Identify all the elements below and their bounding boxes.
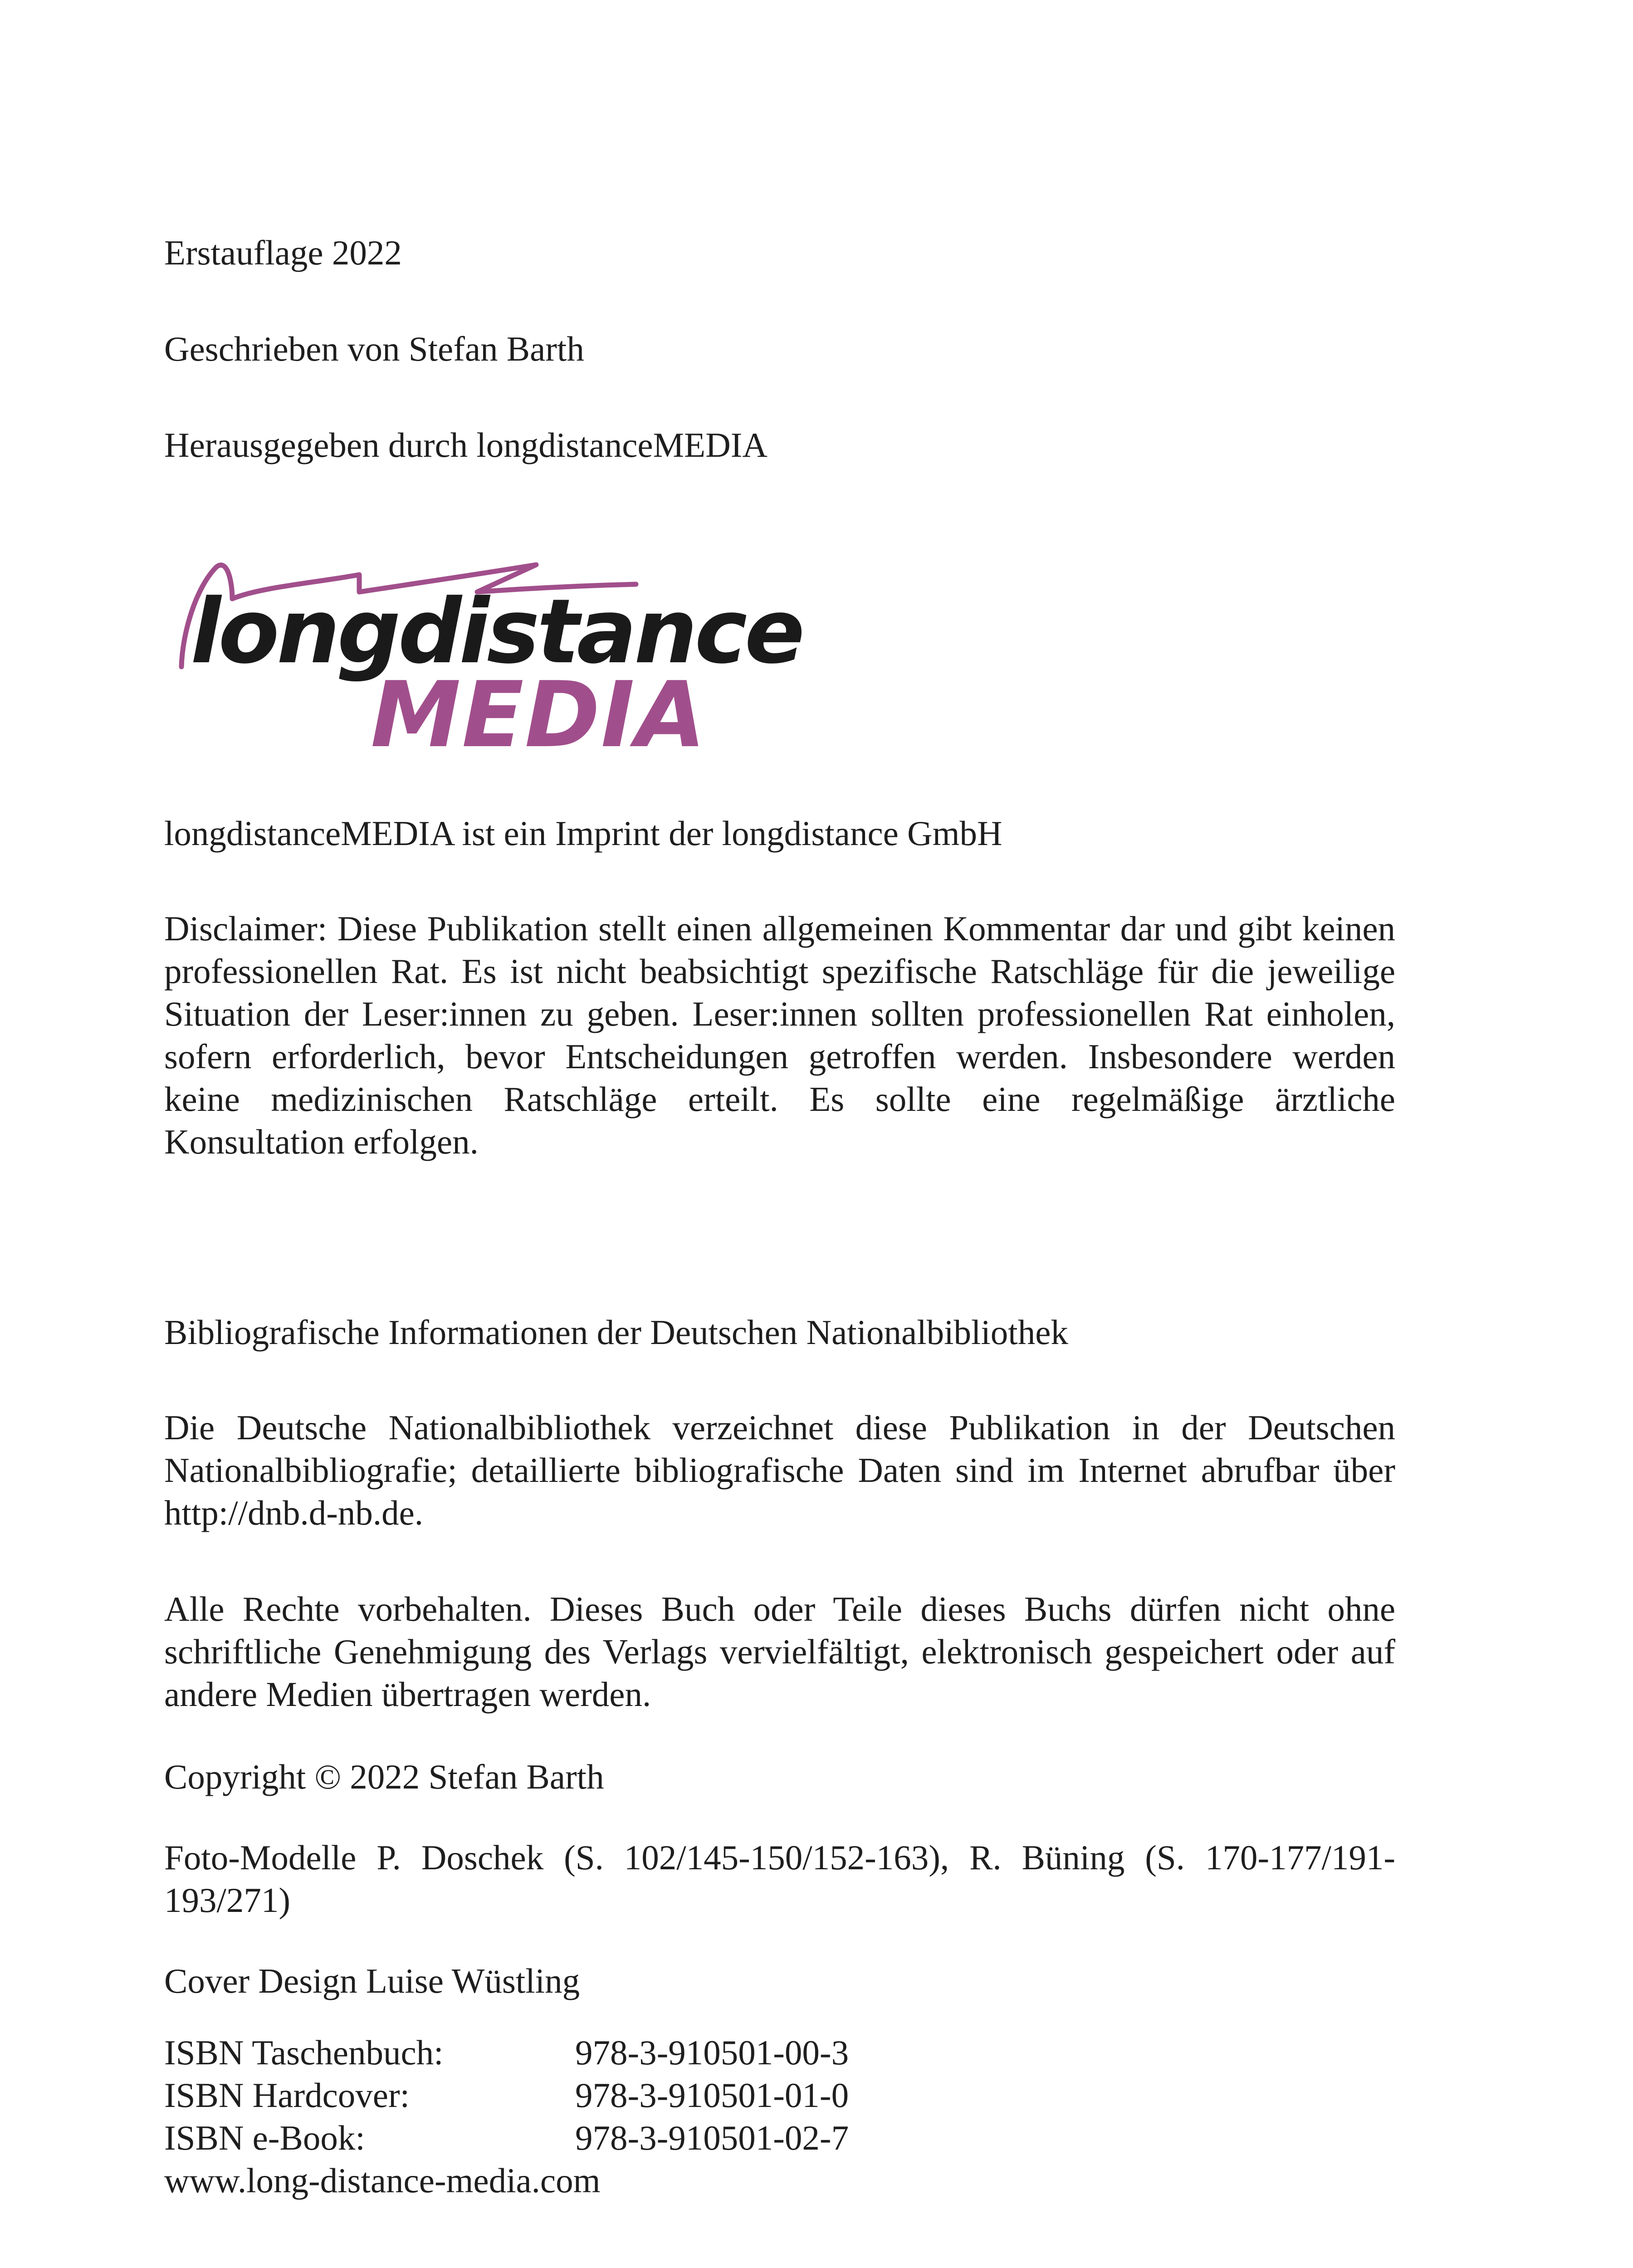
disclaimer-paragraph: Disclaimer: Diese Publikation stellt einen allgemeinen Kommentar dar und gibt keinen professionellen Rat. Es ist nicht beabsichtigt spezifische Ratschläge für die jeweilige Situation der Leser:innen zu geben. Leser:innen sollten professionellen Rat einholen, sofern erforderlich, bevor Entscheidungen getroffen werden. Insbesondere werden keine medizinischen Ratschläge erteilt. Es sollte eine regelmäßige ärztliche Konsultation erfolgen.	[164, 909, 1395, 1161]
isbn-value: 978-3-910501-01-0	[575, 2076, 849, 2115]
isbn-value: 978-3-910501-02-7	[575, 2118, 849, 2157]
website-row[interactable]	[164, 2159, 1071, 2202]
isbn-label: ISBN Hardcover:	[164, 2076, 410, 2115]
isbn-value: 978-3-910501-00-3	[575, 2033, 849, 2072]
imprint-line: longdistanceMEDIA ist ein Imprint der longdistance GmbH	[164, 814, 1002, 853]
photo-models-paragraph: Foto-Modelle P. Doschek (S. 102/145-150/152-163), R. Büning (S. 170-177/191-193/271)	[164, 1838, 1395, 1920]
isbn-list	[164, 2031, 1071, 2202]
rights-paragraph: Alle Rechte vorbehalten. Dieses Buch oder Teile dieses Buchs dürfen nicht ohne schriftliche Genehmigung des Verlags vervielfältigt, elektronisch gespeichert oder auf andere Medien übertragen werden.	[164, 1589, 1395, 1714]
isbn-row-hardcover	[164, 2074, 1071, 2116]
logo-word-top: longdistance	[191, 580, 802, 684]
isbn-row-ebook	[164, 2116, 1071, 2159]
copyright-line: Copyright © 2022 Stefan Barth	[164, 1757, 604, 1796]
author-line: Geschrieben von Stefan Barth	[164, 329, 584, 368]
website-link[interactable]: www.long-distance-media.com	[164, 2161, 601, 2200]
isbn-label: ISBN e-Book:	[164, 2118, 365, 2157]
isbn-row-paperback	[164, 2031, 1071, 2074]
publisher-line: Herausgegeben durch longdistanceMEDIA	[164, 425, 768, 464]
isbn-label: ISBN Taschenbuch:	[164, 2033, 444, 2072]
bibliographic-heading: Bibliografische Informationen der Deutschen Nationalbibliothek	[164, 1313, 1068, 1352]
longdistance-media-logo	[164, 524, 802, 768]
cover-design-line: Cover Design Luise Wüstling	[164, 1961, 580, 2000]
logo-word-bottom: MEDIA	[371, 662, 707, 768]
edition-line: Erstauflage 2022	[164, 233, 402, 272]
bibliographic-paragraph: Die Deutsche Nationalbibliothek verzeichnet diese Publikation in der Deutschen Nationalbibliografie; detaillierte bibliografische Daten sind im Internet abrufbar über http://dnb.d-nb.de.	[164, 1408, 1395, 1532]
